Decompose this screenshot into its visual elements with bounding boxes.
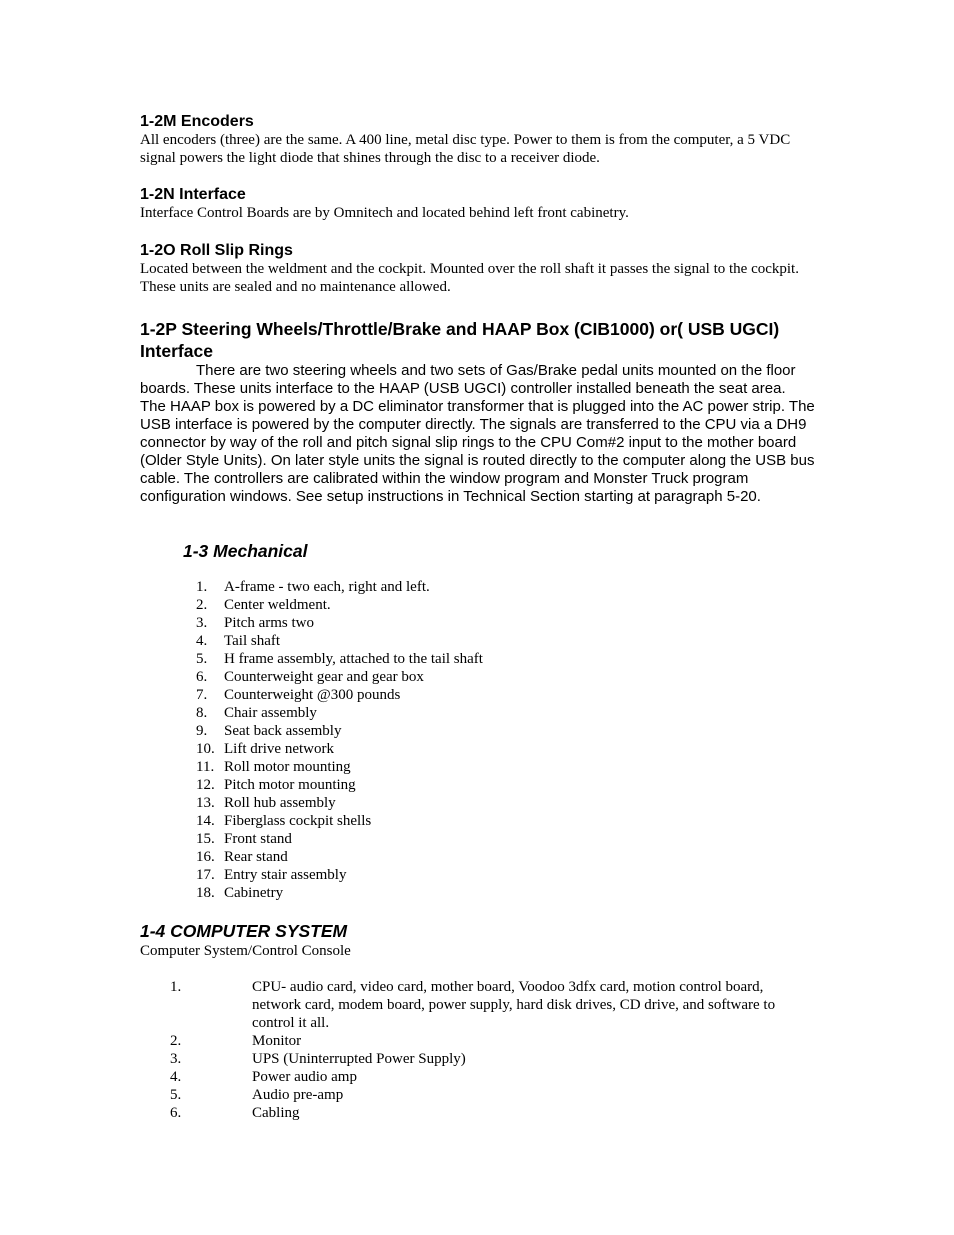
heading-interface: 1-2N Interface: [140, 186, 246, 203]
list-item-text: Counterweight gear and gear box: [224, 669, 424, 685]
list-item-text: Counterweight @300 pounds: [224, 687, 401, 703]
list-item: [170, 1086, 810, 1104]
list-item-text: UPS (Uninterrupted Power Supply): [252, 1051, 466, 1067]
list-item-number: 3.: [170, 1051, 182, 1067]
heading-steering: 1-2P Steering Wheels/Throttle/Brake and HAAP Box (CIB1000) or( USB UGCI) Interface: [140, 319, 780, 361]
list-item: [170, 1032, 810, 1050]
list-item-text: Pitch motor mounting: [224, 777, 356, 793]
list-item-text: Lift drive network: [224, 741, 334, 757]
list-item-number: 4.: [196, 633, 208, 649]
list-item-number: 2.: [170, 1033, 182, 1049]
list-item: [196, 830, 483, 848]
section-computer-system: [140, 920, 815, 960]
list-item: [170, 1104, 810, 1122]
body-roll-slip-rings: Located between the weldment and the cockpit. Mounted over the roll shaft it passes the signal to the cockpit. These units are sealed and no maintenance allowed.: [140, 261, 799, 295]
mechanical-list: [196, 578, 483, 902]
list-item-text: Cabling: [252, 1105, 300, 1121]
list-item: [196, 776, 483, 794]
list-item-number: 5.: [170, 1087, 182, 1103]
list-item-text: Front stand: [224, 831, 292, 847]
list-item-text: Rear stand: [224, 849, 288, 865]
list-item-number: 6.: [170, 1105, 182, 1121]
list-item-text: Cabinetry: [224, 885, 284, 901]
list-item-text: Roll hub assembly: [224, 795, 336, 811]
list-item-number: 8.: [196, 705, 208, 721]
computer-list: [170, 978, 810, 1122]
list-item-text: Roll motor mounting: [224, 759, 351, 775]
body-steering: There are two steering wheels and two sets of Gas/Brake pedal units mounted on the floor boards. These units interface to the HAAP (USB UGCI) controller installed beneath the seat area. The HAAP box is powered by a DC eliminator transformer that is plugged into the AC power strip. The USB interface is powered by the computer directly. The signals are transferred to the CPU via a DH9 connector by way of the roll and pitch signal slip rings to the CPU Com#2 input to the mother board (Older Style Units). On later style units the signal is routed directly to the computer along the USB bus cable. The controllers are calibrated within the window program and Monster Truck program configuration windows. See setup instructions in Technical Section starting at paragraph 5-20.: [140, 362, 815, 505]
body-encoders: All encoders (three) are the same. A 400 line, metal disc type. Power to them is from the computer, a 5 VDC signal powers the light diode that shines through the disc to a receiver diode.: [140, 132, 791, 166]
list-item-text: Chair assembly: [224, 705, 317, 721]
list-item-text: Center weldment.: [224, 597, 331, 613]
list-item: [196, 614, 483, 632]
heading-encoders: 1-2M Encoders: [140, 113, 254, 130]
list-item: [196, 848, 483, 866]
list-item: [196, 740, 483, 758]
list-item-number: 9.: [196, 723, 208, 739]
list-item: [196, 812, 483, 830]
list-item-number: 3.: [196, 615, 208, 631]
list-item-number: 6.: [196, 669, 208, 685]
list-item-number: 13.: [196, 795, 215, 811]
body-interface: Interface Control Boards are by Omnitech and located behind left front cabinetry.: [140, 205, 629, 221]
section-mechanical: [183, 540, 858, 562]
list-item: [196, 722, 483, 740]
list-item-number: 1.: [170, 979, 182, 995]
list-item-number: 7.: [196, 687, 208, 703]
section-interface: [140, 185, 815, 222]
list-item-number: 4.: [170, 1069, 182, 1085]
subheading-computer-system: Computer System/Control Console: [140, 943, 351, 959]
list-item-text: A-frame - two each, right and left.: [224, 579, 430, 595]
list-item-number: 15.: [196, 831, 215, 847]
list-item: [196, 758, 483, 776]
list-item-text: H frame assembly, attached to the tail shaft: [224, 651, 483, 667]
list-item-text: Entry stair assembly: [224, 867, 347, 883]
list-item-number: 1.: [196, 579, 208, 595]
list-item: [196, 884, 483, 902]
list-item: [170, 978, 810, 1032]
list-item: [196, 686, 483, 704]
heading-mechanical: 1-3 Mechanical: [183, 541, 308, 561]
list-item-number: 10.: [196, 741, 215, 757]
list-item: [196, 578, 483, 596]
list-item-text: Power audio amp: [252, 1069, 357, 1085]
list-item-number: 5.: [196, 651, 208, 667]
list-item: [196, 704, 483, 722]
list-item: [196, 596, 483, 614]
list-item-number: 2.: [196, 597, 208, 613]
list-item-text: Seat back assembly: [224, 723, 342, 739]
list-item: [196, 668, 483, 686]
list-item-number: 12.: [196, 777, 215, 793]
section-encoders: [140, 112, 815, 167]
list-item-text: Pitch arms two: [224, 615, 314, 631]
list-item-number: 16.: [196, 849, 215, 865]
list-item-text: CPU- audio card, video card, mother board, Voodoo 3dfx card, motion control board, network card, modem board, power supply, hard disk drives, CD drive, and software to control it all.: [252, 979, 776, 1031]
list-item-text: Fiberglass cockpit shells: [224, 813, 372, 829]
list-item: [170, 1068, 810, 1086]
list-item-text: Tail shaft: [224, 633, 281, 649]
heading-computer-system: 1-4 COMPUTER SYSTEM: [140, 921, 348, 941]
list-item: [196, 650, 483, 668]
heading-roll-slip-rings: 1-2O Roll Slip Rings: [140, 242, 293, 259]
list-item-number: 18.: [196, 885, 215, 901]
list-item: [170, 1050, 810, 1068]
list-item-number: 11.: [196, 759, 215, 775]
section-steering: [140, 318, 815, 506]
list-item: [196, 794, 483, 812]
list-item-text: Monitor: [252, 1033, 302, 1049]
section-roll-slip-rings: [140, 241, 815, 296]
list-item-text: Audio pre-amp: [252, 1087, 344, 1103]
list-item: [196, 866, 483, 884]
list-item: [196, 632, 483, 650]
list-item-number: 14.: [196, 813, 215, 829]
list-item-number: 17.: [196, 867, 215, 883]
